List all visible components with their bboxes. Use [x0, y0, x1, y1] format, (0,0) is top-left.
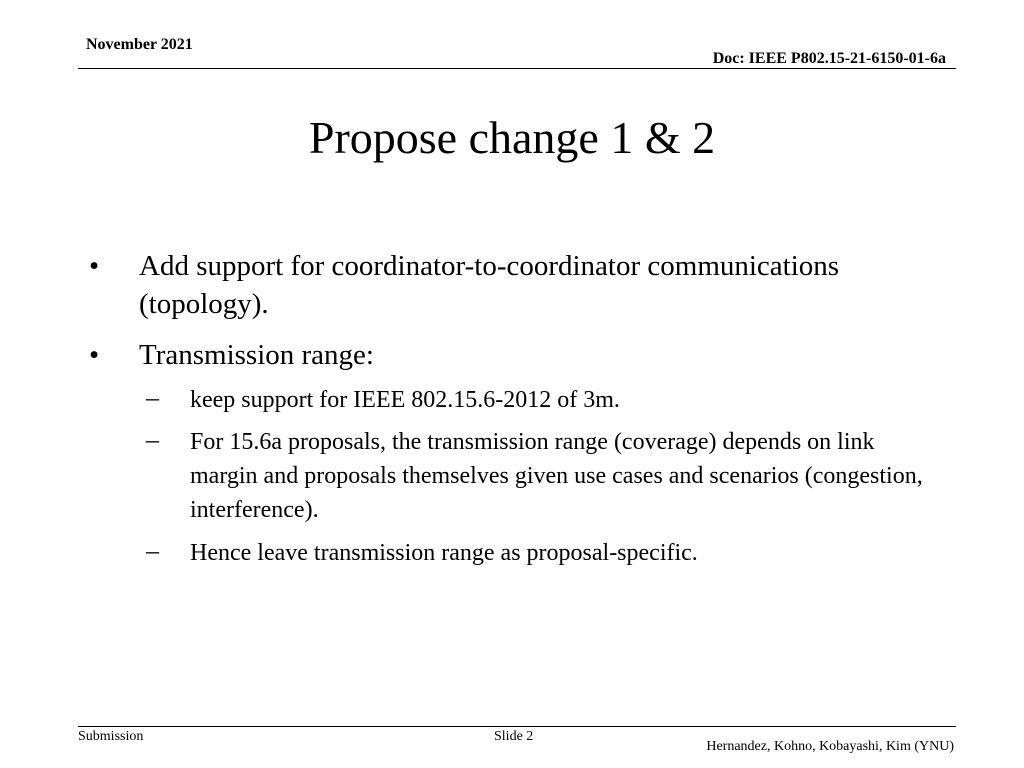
- footer-divider: [78, 726, 956, 727]
- document-id: Doc: IEEE P802.15-21-6150-01-6a: [712, 50, 946, 67]
- sub-bullet-text: For 15.6a proposals, the transmission range (coverage) depends on link margin and proposals themselves given use cases and scenarios (congestion, interference).: [190, 429, 923, 523]
- bullet-text: Add support for coordinator-to-coordinator communications (topology).: [139, 250, 840, 320]
- sub-bullet-item: [146, 383, 930, 417]
- slide-title: Propose change 1 & 2: [308, 112, 716, 163]
- dash-marker: –: [146, 425, 159, 454]
- sub-bullet-item: [146, 536, 930, 570]
- header-date: November 2021: [86, 36, 193, 53]
- slide-number: Slide 2: [494, 729, 534, 744]
- bullet-item: [89, 247, 899, 323]
- sub-bullet-text: keep support for IEEE 802.15.6-2012 of 3m.: [190, 387, 620, 413]
- sub-bullet-text: Hence leave transmission range as proposal-specific.: [190, 540, 698, 566]
- bullet-marker: •: [89, 339, 100, 371]
- sub-bullet-item: [146, 425, 930, 527]
- dash-marker: –: [146, 536, 159, 565]
- bullet-marker: •: [89, 250, 100, 282]
- bullet-text: Transmission range:: [139, 339, 374, 371]
- dash-marker: –: [146, 383, 159, 412]
- footer-authors: Hernandez, Kohno, Kobayashi, Kim (YNU): [706, 739, 954, 754]
- footer-submission: Submission: [78, 729, 144, 744]
- bullet-item: [89, 336, 899, 374]
